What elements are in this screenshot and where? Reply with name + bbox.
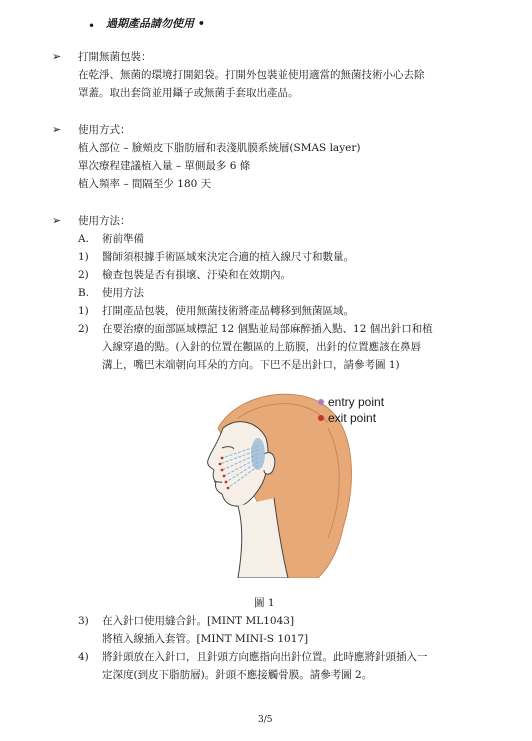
list-item-text: 將針頭放在入針口，且針頭方向應指向出針位置。此時應將針頭插入一 [102,651,428,663]
list-item-text: 在要治療的面部區域標記 12 個點並局部麻醉插入點、12 個出針口和植 [102,323,433,335]
paragraph-line: 單次療程建議植入量 – 單側最多 6 條 [78,160,251,172]
list-item-text: 醫師須根據手術區域來決定合適的植入線尺寸和數量。 [102,251,354,263]
list-item-text: 使用方法 [102,287,144,299]
arrow-bullet-icon: ➢ [52,50,62,63]
list-number: 1) [78,251,89,263]
list-number: A. [78,233,89,245]
arrow-bullet-icon: ➢ [52,214,62,227]
paragraph-line: 在乾淨、無菌的環境打開鋁袋。打開外包裝並使用適當的無菌技術小心去除 [78,69,425,81]
list-item-continuation: 溝上，嘴巴末端朝向耳朵的方向。下巴不是出針口，請參考圖 1) [102,359,400,371]
legend-label: entry point [328,395,385,409]
list-item-text: 打開產品包裝，使用無菌技術將產品轉移到無菌區域。 [102,305,354,317]
section-title-usage-method: 使用方式： [78,124,131,136]
paragraph-line: 植入頻率 – 間隔至少 180 天 [78,178,212,190]
list-number: 2) [78,323,89,335]
list-item-continuation: 入線穿過的點。(入針的位置在顴區的上筋膜，出針的位置應該在鼻唇 [102,341,422,353]
list-item-text: 在入針口使用縫合針。[MINT ML1043] [102,615,295,627]
legend-label: exit point [328,411,377,425]
legend-entry-point [318,394,384,410]
arrow-bullet-icon: ➢ [52,123,62,136]
list-number: B. [78,287,90,299]
expiry-warning: 過期產品請勿使用 • [106,17,205,30]
paragraph-line: 罩蓋。取出套筒並用鑷子或無菌手套取出產品。 [78,87,299,99]
figure-legend [318,394,384,426]
figure-caption: 圖 1 [254,597,275,609]
list-number: 1) [78,305,89,317]
list-item-text: 檢查包裝是否有損壞、汙染和在效期內。 [102,269,291,281]
list-number: 4) [78,651,89,663]
list-item-text: 將植入線插入套管。[MINT MINI-S 1017] [102,633,309,645]
section-title-open-package: 打開無菌包裝： [78,51,152,63]
list-item-text: 術前準備 [102,233,144,245]
entry-point-marker-icon [318,399,324,405]
list-number: 2) [78,269,89,281]
exit-point-marker-icon [318,415,324,421]
list-item-continuation: 定深度(到皮下脂肪層)。針頭不應接觸骨膜。請參考圖 2。 [102,669,373,681]
section-title-usage-steps: 使用方法： [78,215,131,227]
legend-exit-point [318,410,384,426]
page-number: 3/5 [258,715,273,725]
list-number: 3) [78,615,89,627]
paragraph-line: 植入部位 – 臉頰皮下脂肪層和表淺肌膜系統層(SMAS layer) [78,142,361,154]
bullet-marker: • [88,19,96,33]
